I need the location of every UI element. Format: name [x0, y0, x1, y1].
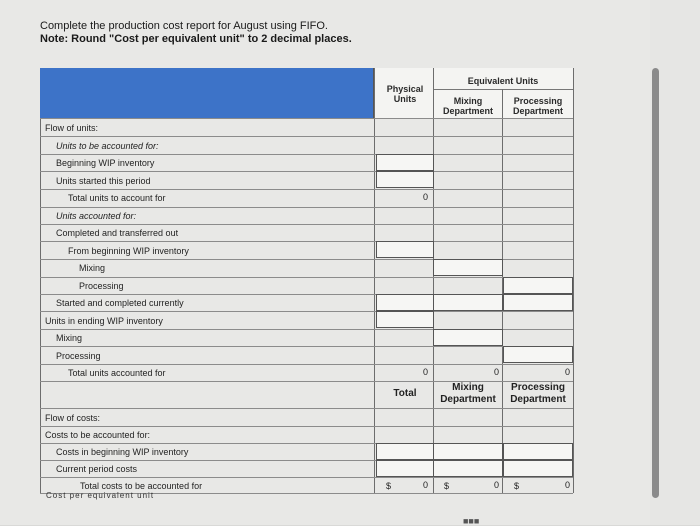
beginning-wip-physical-input[interactable]	[376, 154, 434, 171]
flow-of-costs-label: Flow of costs:	[45, 413, 101, 423]
costs-beginning-wip-label: Costs in beginning WIP inventory	[56, 447, 189, 457]
currency-symbol: $	[444, 481, 450, 491]
current-costs-mixing-input[interactable]	[433, 460, 503, 477]
current-costs-processing-input[interactable]	[503, 460, 573, 477]
column-divider	[40, 118, 41, 493]
currency-symbol: $	[386, 481, 392, 491]
row-divider	[40, 277, 573, 278]
from-beginning-wip-physical-input[interactable]	[376, 241, 434, 258]
row-divider	[40, 118, 573, 119]
instructions	[40, 20, 352, 46]
currency-symbol: $	[514, 481, 520, 491]
row-divider	[40, 477, 573, 478]
instruction-line: Complete the production cost report for August using FIFO.	[40, 20, 328, 32]
column-divider	[573, 68, 574, 493]
ending-processing-label: Processing	[56, 351, 101, 361]
units-started-label: Units started this period	[56, 176, 151, 186]
ending-wip-physical-input[interactable]	[376, 311, 434, 328]
equivalent-units-header: Equivalent Units	[467, 76, 539, 86]
total-column-header: Total	[393, 388, 417, 399]
row-divider	[40, 224, 573, 225]
header-divider	[433, 89, 573, 90]
from-beginning-wip-label: From beginning WIP inventory	[68, 246, 189, 256]
units-to-account-label: Units to be accounted for:	[56, 141, 159, 151]
row-divider	[40, 408, 573, 409]
started-completed-label: Started and completed currently	[56, 298, 184, 308]
total-units-accounted-label: Total units accounted for	[68, 368, 166, 378]
mixing-department-header: Mixing Department	[442, 96, 493, 116]
beginning-wip-label: Beginning WIP inventory	[56, 158, 155, 168]
current-period-costs-label: Current period costs	[56, 464, 138, 474]
row-divider	[40, 171, 573, 172]
total-units-to-account-label: Total units to account for	[68, 193, 166, 203]
total-costs-mixing-value: 0	[493, 480, 499, 490]
started-completed-physical-input[interactable]	[376, 294, 434, 311]
mixing-department-cost-header: Mixing Department	[440, 382, 496, 405]
total-accounted-physical-value: 0	[422, 367, 428, 377]
costs-beginning-wip-total-input[interactable]	[376, 443, 434, 460]
ending-mixing-equivalent-input[interactable]	[433, 329, 503, 346]
total-costs-processing-value: 0	[564, 480, 570, 490]
current-costs-total-input[interactable]	[376, 460, 434, 477]
row-divider	[40, 364, 573, 365]
rounding-note: Note: Round "Cost per equivalent unit" to 2 decimal places.	[40, 33, 352, 45]
mixing-equivalent-mixing-input[interactable]	[433, 259, 503, 276]
units-accounted-for-label: Units accounted for:	[56, 211, 137, 221]
total-costs-to-account-label: Total costs to be accounted for	[80, 481, 203, 491]
total-costs-total-value: 0	[422, 480, 428, 490]
total-units-to-account-value: 0	[422, 192, 428, 202]
total-accounted-processing-value: 0	[564, 367, 570, 377]
scrollbar-thumb[interactable]	[652, 68, 659, 498]
costs-beginning-wip-mixing-input[interactable]	[433, 443, 503, 460]
column-divider	[374, 68, 375, 493]
processing-department-header: Processing Department	[512, 96, 563, 116]
row-divider	[40, 241, 573, 242]
row-divider	[40, 154, 573, 155]
row-divider	[40, 311, 573, 312]
units-started-physical-input[interactable]	[376, 171, 434, 188]
cost-per-equivalent-unit-label: Cost per equivalent unit	[46, 491, 155, 500]
row-divider	[40, 136, 573, 137]
row-divider	[40, 207, 573, 208]
completed-transferred-label: Completed and transferred out	[56, 228, 179, 238]
flow-of-units-label: Flow of units:	[45, 123, 99, 133]
ending-processing-equivalent-input[interactable]	[503, 346, 573, 363]
row-divider	[40, 189, 573, 190]
drag-handle-icon[interactable]: ■■■	[463, 516, 480, 526]
processing-equivalent-processing-input[interactable]	[503, 277, 573, 294]
started-completed-processing-input[interactable]	[503, 294, 573, 311]
mixing-label: Mixing	[79, 263, 106, 273]
processing-department-cost-header: Processing Department	[510, 382, 566, 405]
total-accounted-mixing-value: 0	[493, 367, 499, 377]
row-divider	[40, 426, 573, 427]
started-completed-mixing-input[interactable]	[433, 294, 503, 311]
physical-units-header: Physical Units	[386, 84, 424, 104]
ending-wip-label: Units in ending WIP inventory	[45, 316, 163, 326]
row-divider	[40, 346, 573, 347]
production-cost-report	[40, 68, 575, 498]
ending-mixing-label: Mixing	[56, 333, 83, 343]
column-divider	[433, 68, 434, 493]
costs-beginning-wip-processing-input[interactable]	[503, 443, 573, 460]
header-label-area	[40, 68, 374, 118]
processing-label: Processing	[79, 281, 124, 291]
costs-to-account-label: Costs to be accounted for:	[45, 430, 151, 440]
